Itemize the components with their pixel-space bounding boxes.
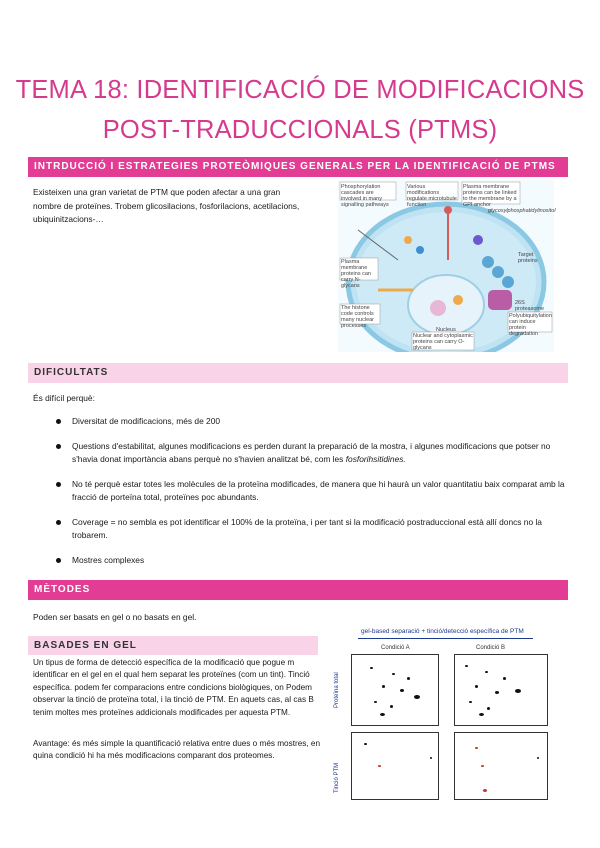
page-title-line-1: TEMA 18: IDENTIFICACIÓ DE MODIFICACIONS <box>15 76 585 104</box>
page-title-line-2: POST-TRADUCCIONALS (PTMS) <box>102 116 498 144</box>
callout-gpi-label: glycosylphosphatidylinositol <box>488 208 556 214</box>
callout-o-glycans: Nuclear and cytoplasmic proteins can carry O-glycans <box>413 333 473 351</box>
callout-nucleus: Nucleus <box>436 327 456 333</box>
gel-row-ptm-label: Tinció PTM <box>334 762 340 793</box>
section-heading-methods: MÈTODES <box>28 580 568 600</box>
difficulties-list <box>72 415 572 567</box>
difficulties-intro: És difícil perquè: <box>33 393 95 403</box>
callout-gpi-anchor: Plasma membrane proteins can be linked to the membrane by a GPI anchor <box>463 184 517 208</box>
gel-condition-a-label: Condició A <box>381 645 410 651</box>
gel-panel-b-total <box>454 654 548 726</box>
callout-proteasome: 26S proteasome <box>515 300 545 312</box>
list-item: Mostres complexes <box>72 554 572 568</box>
list-item: No té perquè estar totes les molècules de la proteïna modificades, de manera que hi haurà un valor quantitatiu baix comparat amb la fracció de porteïna total, proteïnes poc abundants. <box>72 478 572 505</box>
callout-target-proteins: Target proteins <box>518 252 538 264</box>
list-item: Questions d'estabilitat, algunes modificacions es perden durant la preparació de la mostra, i algunes modificacions que potser no s'havia donat importància abans perquè no s'havien analitzat bé, com les fosforihsitidines. <box>72 440 572 467</box>
callout-microtubule: Various modifications regulate microtubule function <box>407 184 457 208</box>
bullet-icon <box>56 520 61 525</box>
gel-paragraph-1: Un tipus de forma de detecció específica de la modificació que pogue m identificar en el gel en el qual hem separat les proteïnes (com un tint). Tinció específica. podem fer comparacions entre condicions biològiques, on Podem observar la tinció de proteïna total, i la tinció de PTM. En aquets cas, al cas B tenim moltes mes proteïnes addicionals modificades per aquesta PTM. <box>33 658 314 717</box>
gel-figure <box>326 628 560 800</box>
gel-figure-title: gel-based separació + tinció/detecció específica de PTM <box>361 628 524 635</box>
callout-n-glycans: Plasma membrane proteins can carry N-glycans <box>341 259 371 289</box>
gel-panel-a-total <box>351 654 439 726</box>
section-heading-intro: INTRDUCCIÓ I ESTRATEGIES PROTEÒMIQUES GENERALS PER LA IDENTIFICACIÓ DE PTMS <box>28 157 568 177</box>
bullet-icon <box>56 444 61 449</box>
bullet-icon <box>56 558 61 563</box>
intro-paragraph: Existeixen una gran varietat de PTM que poden afectar a una gran nombre de proteïnes. Trobem glicosilacions, fosforilacions, acetilacions, ubiquinitzacions-… <box>33 187 300 224</box>
ptm-cell-figure <box>338 180 554 352</box>
gel-panel-b-ptm <box>454 732 548 800</box>
section-heading-difficulties: DIFICULTATS <box>28 363 568 383</box>
methods-paragraph: Poden ser basats en gel o no basats en gel. <box>33 612 197 622</box>
callout-phosphorylation: Phosphorylation cascades are involved in many signalling pathways <box>341 184 389 208</box>
list-item: Coverage = no sembla es pot identificar el 100% de la proteïna, i per tant si la modificació postraduccional està allí doncs no la trobarem. <box>72 516 572 543</box>
subsection-heading-gel: BASADES EN GEL <box>28 636 318 655</box>
bullet-icon <box>56 419 61 424</box>
callout-histone-code: The histone code controls many nuclear processes <box>341 305 375 329</box>
gel-panel-a-ptm <box>351 732 439 800</box>
list-item: Diversitat de modificacions, més de 200 <box>72 415 572 429</box>
callout-polyubiquitylation: Polyubiquitylation can induce protein degradation <box>509 313 552 337</box>
gel-condition-b-label: Condició B <box>476 645 506 651</box>
bullet-icon <box>56 482 61 487</box>
gel-row-total-label: Proteïna total <box>334 672 340 708</box>
gel-title-underline <box>358 638 533 639</box>
gel-paragraph-2: Avantage: és més simple la quantificació relativa entre dues o més mostres, en quina condició hi ha més modificacions comparant dos proteomes. <box>33 739 321 761</box>
